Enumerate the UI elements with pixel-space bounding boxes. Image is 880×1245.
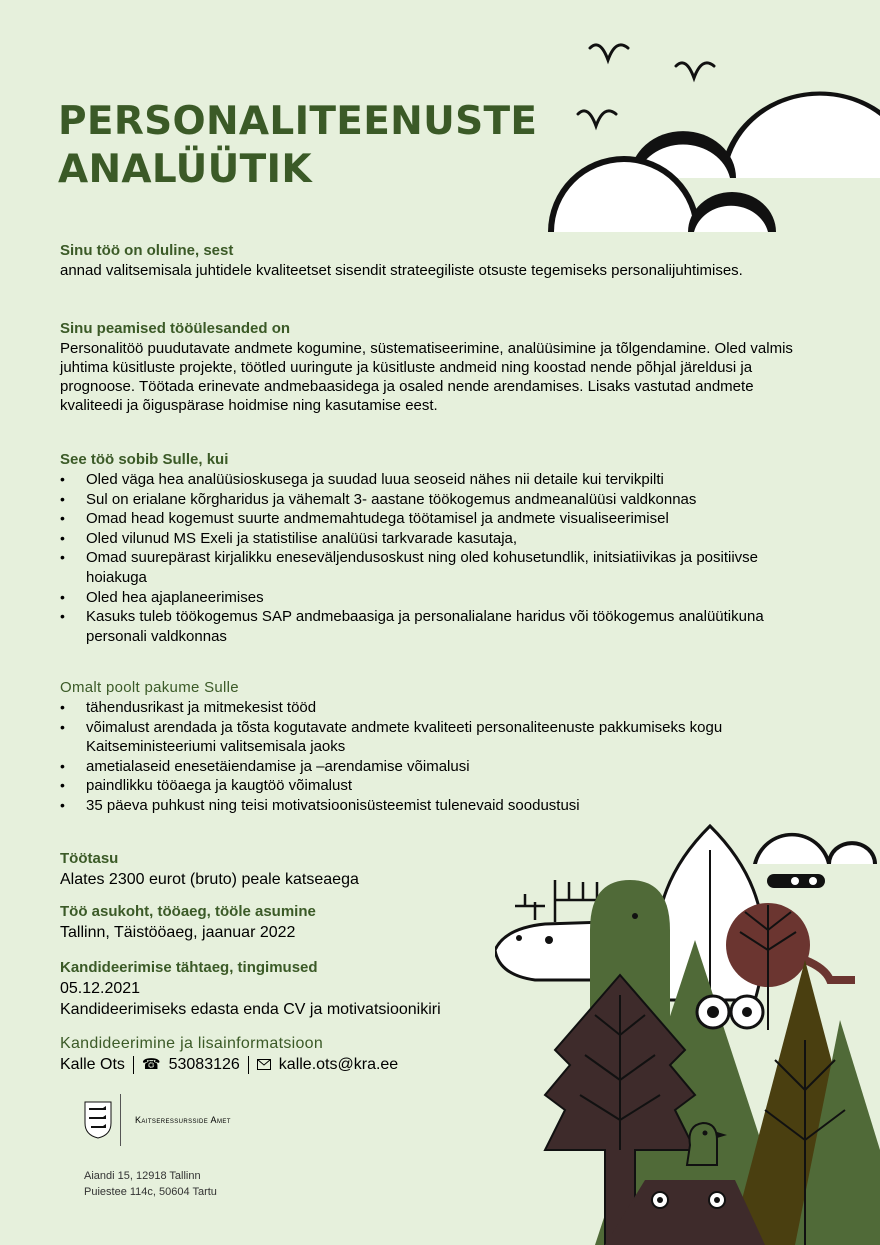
list-item: • Sul on erialane kõrgharidus ja vähemalt 3- aastane töökogemus andmeanalüüsi valdkonnas bbox=[60, 490, 800, 510]
location-section bbox=[60, 902, 480, 943]
salary-section bbox=[60, 849, 480, 890]
list-item: • Oled vilunud MS Exeli ja statistilise analüüsi tarkvarade kasutaja, bbox=[60, 529, 800, 549]
tasks-text: Personalitöö puudutavate andmete kogumine, süstematiseerimine, analüüsimine ja tõlgendamine. Oled valmis juhtima küsitluste projekte, töötled uuringute ja küsitluste andmeid ning koostad nende põhjal järeldusi ja prognoose. Töötada erinevate andmebaasidega ja osaled nende arendamises. Lisaks vastutad andmete kvaliteedi ja õiguspärase hoidmise ning kasutamise eest. bbox=[60, 340, 793, 414]
contact-line bbox=[60, 1054, 480, 1075]
intro-section bbox=[60, 241, 820, 280]
tasks-heading: Sinu peamised tööülesanded on bbox=[60, 320, 291, 337]
divider bbox=[133, 1056, 134, 1074]
moose-icon bbox=[495, 922, 605, 980]
coat-of-arms-icon bbox=[84, 1101, 112, 1139]
list-item: • Omad suurepärast kirjalikku eneseväljendusoskust ning oled kohusetundlik, initsiatiivikas ja positiivse hoiakuga bbox=[60, 548, 800, 587]
phone-icon: ☎ bbox=[141, 1056, 161, 1073]
bird-icon bbox=[578, 111, 616, 126]
list-item: • 35 päeva puhkust ning teisi motivatsioonisüsteemist tulenevaid soodustusi bbox=[60, 796, 800, 816]
contact-phone[interactable]: 53083126 bbox=[168, 1056, 240, 1073]
contact-section bbox=[60, 1034, 480, 1075]
clouds-birds-illustration bbox=[540, 30, 880, 240]
bird-icon bbox=[676, 63, 714, 78]
offer-section bbox=[60, 678, 800, 816]
deadline-text: Kandideerimiseks edasta enda CV ja motivatsioonikiri bbox=[60, 1001, 441, 1018]
divider bbox=[120, 1094, 121, 1146]
list-item: • võimalust arendada ja tõsta kogutavate andmete kvaliteeti personaliteenuste pakkumiseks kogu Kaitseministeeriumi valitsemisala jaoks bbox=[60, 718, 800, 757]
list-item: • ametialaseid enesetäiendamise ja –arendamise võimalusi bbox=[60, 757, 800, 777]
location-text: Tallinn, Täistööaeg, jaanuar 2022 bbox=[60, 924, 296, 941]
list-item: • tähendusrikast ja mitmekesist tööd bbox=[60, 698, 800, 718]
contact-email[interactable]: kalle.ots@kra.ee bbox=[278, 1056, 399, 1073]
list-item: • paindlikku tööaega ja kaugtöö võimalust bbox=[60, 776, 800, 796]
org-address bbox=[84, 1168, 217, 1200]
address-line: Aiandi 15, 12918 Tallinn bbox=[84, 1170, 201, 1182]
contact-name: Kalle Ots bbox=[60, 1056, 125, 1073]
salary-heading: Töötasu bbox=[60, 850, 119, 867]
forest-illustration bbox=[495, 820, 880, 1245]
salary-text: Alates 2300 eurot (bruto) peale katseaega bbox=[60, 871, 359, 888]
fit-section bbox=[60, 450, 800, 646]
org-logo bbox=[84, 1094, 231, 1146]
bird-icon bbox=[590, 45, 628, 60]
offer-heading: Omalt poolt pakume Sulle bbox=[60, 679, 239, 696]
offer-list bbox=[60, 698, 800, 816]
intro-heading: Sinu töö on oluline, sest bbox=[60, 242, 234, 259]
address-line: Puiestee 114c, 50604 Tartu bbox=[84, 1186, 217, 1198]
deadline-date: 05.12.2021 bbox=[60, 980, 141, 997]
page-title: PERSONALITEENUSTE ANALÜÜTIK bbox=[58, 99, 538, 192]
deadline-section bbox=[60, 958, 480, 1020]
list-item: • Oled väga hea analüüsioskusega ja suudad luua seoseid nähes nii detaile kui tervikpilti bbox=[60, 470, 800, 490]
fit-heading: See töö sobib Sulle, kui bbox=[60, 451, 229, 468]
location-heading: Töö asukoht, tööaeg, tööle asumine bbox=[60, 903, 316, 920]
list-item: • Omad head kogemust suurte andmemahtudega töötamisel ja andmete visualiseerimisel bbox=[60, 509, 800, 529]
deadline-heading: Kandideerimise tähtaeg, tingimused bbox=[60, 959, 318, 976]
org-name: Kaitseressursside Amet bbox=[135, 1115, 231, 1125]
mail-icon bbox=[257, 1059, 271, 1070]
tasks-section bbox=[60, 319, 820, 415]
contact-heading: Kandideerimine ja lisainformatsioon bbox=[60, 1035, 324, 1052]
list-item: • Kasuks tuleb töökogemus SAP andmebaasiga ja personalialane haridus või töökogemus analüütikuna personali valdkonnas bbox=[60, 607, 800, 646]
divider bbox=[248, 1056, 249, 1074]
fit-list bbox=[60, 470, 800, 646]
list-item: • Oled hea ajaplaneerimises bbox=[60, 588, 800, 608]
intro-text: annad valitsemisala juhtidele kvaliteetset sisendit strateegiliste otsuste tegemiseks personalijuhtimises. bbox=[60, 262, 743, 279]
